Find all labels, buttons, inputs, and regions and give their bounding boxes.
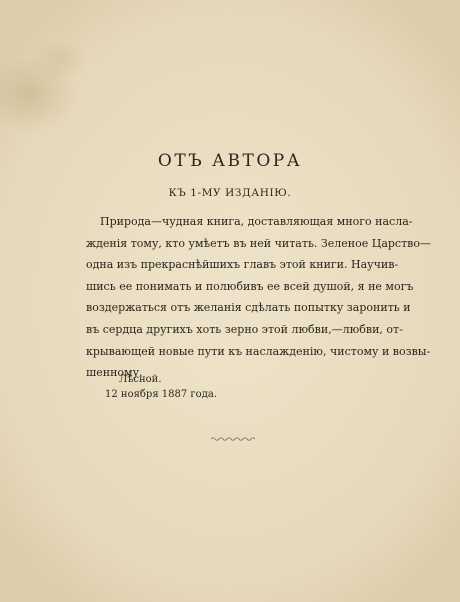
page-subheading: КЪ 1-МУ ИЗДАНІЮ.	[168, 187, 292, 199]
signature-place: Лѣсной.	[119, 374, 162, 385]
text-line: жденія тому, кто умѣетъ въ ней читать. Зеленое Царство—	[86, 236, 431, 250]
page-heading: ОТЪ АВТОРА	[157, 151, 303, 171]
text-line: крывающей новые пути къ наслажденію, чистому и возвы-	[86, 344, 431, 358]
text-line: шись ее понимать и полюбивъ ее всей душой, я не могъ	[86, 279, 414, 293]
text-line: одна изъ прекраснѣйшихъ главъ этой книги. Научив-	[86, 258, 399, 272]
wavy-rule-ornament	[211, 436, 255, 442]
preface-paragraph	[86, 211, 431, 384]
text-line: воздержаться отъ желанія сдѣлать попытку заронить и	[86, 301, 411, 315]
text-line: Природа—чудная книга, доставляющая много насла-	[100, 215, 413, 228]
signature-date: 12 ноября 1887 года.	[105, 389, 217, 400]
text-line: шенному.	[86, 366, 143, 380]
text-line: въ сердца другихъ хоть зерно этой любви,—любви, от-	[86, 322, 403, 336]
